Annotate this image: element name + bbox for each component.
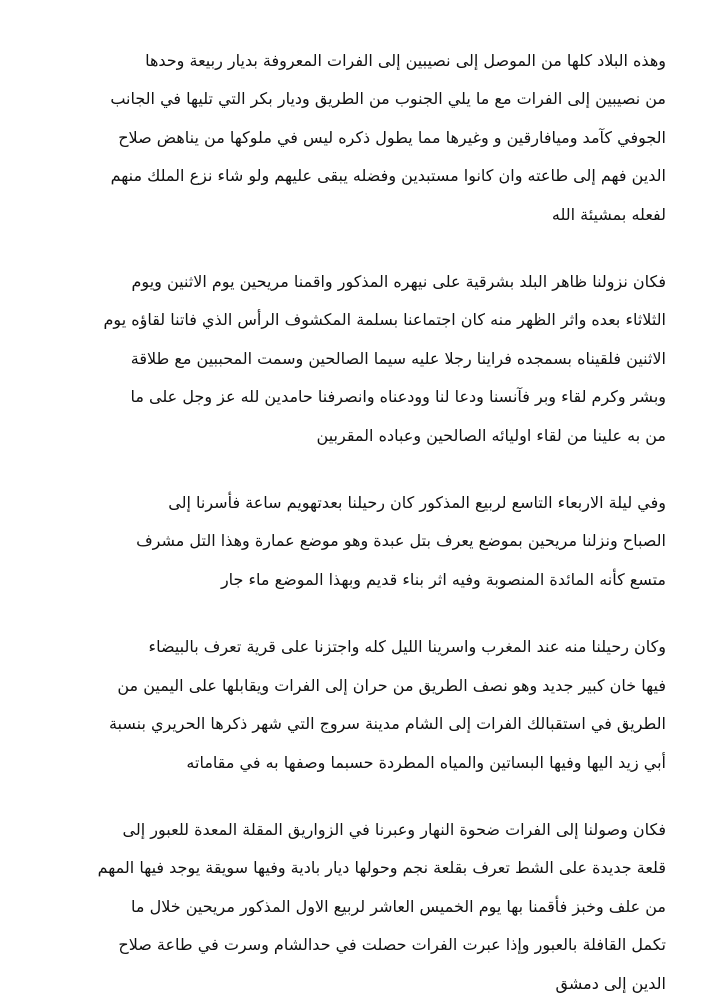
text-line: وفي ليلة الاربعاء التاسع لربيع المذكور كان رحيلنا بعدتهويم ساعة فأسرنا إلى [168,493,666,513]
text-line: تكمل القافلة بالعبور وإذا عبرت الفرات حصلت في حدالشام وسرت في طاعة صلاح [118,935,666,955]
text-line: قلعة جديدة على الشط تعرف بقلعة نجم وحولها ديار بادية وفيها سويقة يوجد فيها المهم [97,858,666,878]
text-line: وكان رحيلنا منه عند المغرب واسرينا الليل كله واجتزنا على قرية تعرف بالبيضاء [148,637,666,657]
text-line: من به علينا من لقاء اوليائه الصالحين وعباده المقربين [316,425,666,445]
text-line: الصباح ونزلنا مريحين بموضع يعرف بتل عبدة وهو موضع عمارة وهذا التل مشرف [136,531,666,551]
paragraph-4 [50,628,666,782]
text-line: أبي زيد اليها وفيها البساتين والمياه المطردة حسبما وصفها به في مقاماته [186,752,666,772]
text-line: فكان نزولنا ظاهر البلد بشرقية على نيهره المذكور واقمنا مريحين يوم الاثنين ويوم [131,272,666,292]
text-line: الطريق في استقبالك الفرات إلى الشام مدينة سروج التي شهر ذكرها الحريري بنسبة [108,714,666,734]
text-line: من نصيبين إلى الفرات مع ما يلي الجنوب من الطريق وديار بكر التي تليها في الجانب [110,89,666,109]
document-page [50,42,666,1003]
text-line: الاثنين فلقيناه بسمجده فراينا رجلا عليه سيما الصالحين وسمت المحببين مع طلاقة [130,348,666,368]
paragraph-1 [50,42,666,234]
text-line: متسع كأنه المائدة المنصوبة وفيه اثر بناء قديم وبهذا الموضع ماء جار [220,569,666,589]
text-line: وهذه البلاد كلها من الموصل إلى نصيبين إلى الفرات المعروفة بديار ربيعة وحدها [145,51,666,70]
text-line: فكان وصولنا إلى الفرات ضحوة النهار وعبرنا في الزواريق المقلة المعدة للعبور إلى [122,819,666,839]
text-line: الجوفي كآمد وميافارقين و وغيرها مما يطول ذكره ليس في ملوكها من يناهض صلاح [118,127,666,147]
text-line: لفعله بمشيئة الله [551,204,666,224]
text-line: الدين فهم إلى طاعته وان كانوا مستبدين وفضله يبقى عليهم ولو شاء نزع الملك منهم [110,166,666,186]
text-line: وبشر وكرم لقاء وبر فآنسنا ودعا لنا وودعناه وانصرفنا حامدين لله عز وجل على ما [130,387,666,407]
paragraph-3 [50,484,666,599]
paragraph-5 [50,811,666,1003]
text-line: الدين إلى دمشق [555,973,666,993]
paragraph-2 [50,263,666,455]
text-line: من علف وخبز فأقمنا بها يوم الخميس العاشر لربيع الاول المذكور مريحين خلال ما [131,896,666,916]
text-line: فيها خان كبير جديد وهو نصف الطريق من حران إلى الفرات ويقابلها على اليمين من [117,675,666,695]
text-line: الثلاثاء بعده واثر الظهر منه كان اجتماعنا بسلمة المكشوف الرأس الذي فاتنا لقاؤه يوم [103,310,666,330]
